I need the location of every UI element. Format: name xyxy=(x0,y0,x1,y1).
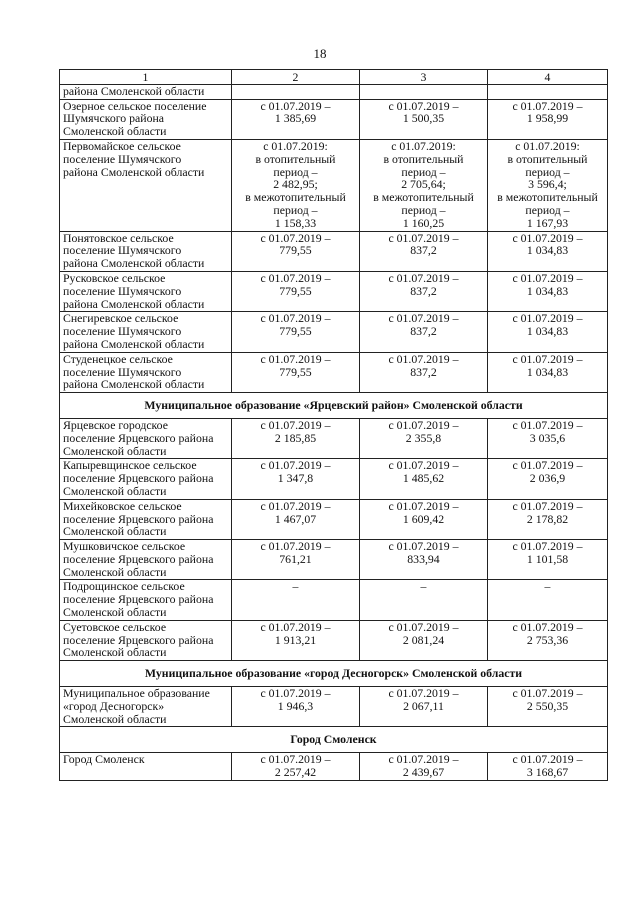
tariff-cell-col4 xyxy=(488,139,608,231)
cell-text-line: «город Десногорск» xyxy=(63,698,165,713)
cell-text-line: с 01.07.2019 – xyxy=(512,98,583,113)
page-number: 18 xyxy=(313,46,327,61)
cell-text-line: в межотопительный xyxy=(497,190,598,205)
cell-text-line: поселение Шумячского xyxy=(63,324,182,339)
municipality-cell xyxy=(60,499,232,539)
municipality-cell xyxy=(60,687,232,727)
cell-text-line: Мушковичское сельское xyxy=(63,539,186,554)
tariff-cell-col4 xyxy=(488,753,608,781)
municipality-cell xyxy=(60,139,232,231)
cell-text-line: 1 946,3 xyxy=(277,698,314,713)
cell-text-line: в отопительный xyxy=(507,151,588,166)
cell-text-line: 1 347,8 xyxy=(277,471,314,486)
table-row xyxy=(60,687,608,727)
cell-text-line: поселение Шумячского xyxy=(63,151,182,166)
cell-text-line: с 01.07.2019 – xyxy=(512,686,583,701)
cell-text-line: 2 550,35 xyxy=(526,698,569,713)
cell-text-line: с 01.07.2019 – xyxy=(388,351,459,366)
municipality-cell xyxy=(60,84,232,99)
cell-text-line: 779,55 xyxy=(279,283,312,298)
cell-text-line: 2 185,85 xyxy=(274,430,317,445)
section-header-row xyxy=(60,393,608,419)
cell-text-line: 1 167,93 xyxy=(526,215,569,230)
cell-text-line: 3 035,6 xyxy=(529,430,566,445)
municipality-cell xyxy=(60,753,232,781)
table-row xyxy=(60,99,608,139)
cell-text-line: 779,55 xyxy=(279,243,312,258)
municipality-cell xyxy=(60,620,232,660)
cell-text-line: Суетовское сельское xyxy=(63,619,167,634)
cell-text-line: 2 081,24 xyxy=(402,632,445,647)
cell-text-line: 1 034,83 xyxy=(526,364,569,379)
cell-text-line: поселение Ярцевского района xyxy=(63,632,214,647)
cell-text-line: 1 958,99 xyxy=(526,111,569,126)
cell-text-line: района Смоленской области xyxy=(63,164,205,179)
cell-text-line: Подрощинское сельское xyxy=(63,579,185,594)
tariff-cell-col2 xyxy=(232,687,360,727)
cell-text-line: с 01.07.2019 – xyxy=(388,230,459,245)
cell-text-line: Город Смоленск xyxy=(63,752,145,767)
header-cell-3: 3 xyxy=(360,70,488,85)
cell-text-line: с 01.07.2019 – xyxy=(388,458,459,473)
cell-text-line: с 01.07.2019 – xyxy=(260,458,331,473)
cell-text-line: с 01.07.2019 – xyxy=(388,270,459,285)
tariff-cell-col4 xyxy=(488,499,608,539)
section-title: Город Смоленск xyxy=(60,727,608,753)
tariff-cell-col4 xyxy=(488,99,608,139)
cell-text-line: 1 034,83 xyxy=(526,283,569,298)
tariff-cell-col3 xyxy=(360,312,488,352)
cell-text-line: с 01.07.2019 – xyxy=(512,539,583,554)
cell-text-line: поселение Ярцевского района xyxy=(63,471,214,486)
cell-text-line: Смоленской области xyxy=(63,645,167,660)
header-cell-1: 1 xyxy=(60,70,232,85)
municipality-cell xyxy=(60,418,232,458)
cell-text-line: период – xyxy=(525,164,570,179)
cell-text-line: района Смоленской области xyxy=(63,296,205,311)
cell-text-line: Смоленской области xyxy=(63,711,167,726)
cell-text-line: 2 178,82 xyxy=(526,511,569,526)
cell-text-line: 2 753,36 xyxy=(526,632,569,647)
section-title: Муниципальное образование «город Десногорск» Смоленской области xyxy=(60,661,608,687)
municipality-cell xyxy=(60,99,232,139)
table-header-row xyxy=(60,70,608,85)
cell-text-line: 837,2 xyxy=(410,283,437,298)
cell-text-line: 837,2 xyxy=(410,324,437,339)
municipality-cell xyxy=(60,312,232,352)
tariff-cell-col3 xyxy=(360,499,488,539)
table-row xyxy=(60,139,608,231)
tariff-cell-col3 xyxy=(360,753,488,781)
cell-text-line: с 01.07.2019 – xyxy=(260,98,331,113)
cell-text-line: 1 160,25 xyxy=(402,215,445,230)
table-row xyxy=(60,418,608,458)
tariff-cell-col4 xyxy=(488,687,608,727)
tariff-table-body xyxy=(60,70,608,781)
cell-text-line: 1 609,42 xyxy=(402,511,445,526)
section-header-row xyxy=(60,727,608,753)
cell-text-line: период – xyxy=(273,202,318,217)
municipality-cell xyxy=(60,231,232,271)
tariff-cell-col3 xyxy=(360,580,488,620)
cell-text-line: Студенецкое сельское xyxy=(63,351,173,366)
cell-text-line: с 01.07.2019 – xyxy=(260,270,331,285)
tariff-cell-col3 xyxy=(360,540,488,580)
cell-text-line: 779,55 xyxy=(279,364,312,379)
cell-text-line: поселение Ярцевского района xyxy=(63,511,214,526)
cell-text-line: 779,55 xyxy=(279,324,312,339)
cell-text-line: поселение Шумячского xyxy=(63,364,182,379)
cell-text-line: Смоленской области xyxy=(63,524,167,539)
table-row xyxy=(60,499,608,539)
municipality-cell xyxy=(60,540,232,580)
cell-text-line: Смоленской области xyxy=(63,483,167,498)
cell-text-line: с 01.07.2019 – xyxy=(260,417,331,432)
cell-text-line: период – xyxy=(273,164,318,179)
cell-text-line: 2 036,9 xyxy=(529,471,566,486)
cell-text-line: 2 705,64; xyxy=(401,177,446,192)
tariff-cell-col2 xyxy=(232,84,360,99)
cell-text-line: 1 158,33 xyxy=(274,215,317,230)
cell-text-line: 1 485,62 xyxy=(402,471,445,486)
cell-text-line: с 01.07.2019 – xyxy=(512,458,583,473)
tariff-table xyxy=(59,69,608,781)
cell-text-line: поселение Ярцевского района xyxy=(63,430,214,445)
cell-text-line: 833,94 xyxy=(407,551,440,566)
table-row xyxy=(60,459,608,499)
cell-text-line: района Смоленской области xyxy=(63,336,205,351)
cell-text-line: Смоленской области xyxy=(63,443,167,458)
tariff-cell-col2 xyxy=(232,580,360,620)
cell-text-line: Снегиревское сельское xyxy=(63,311,179,326)
table-row xyxy=(60,580,608,620)
tariff-cell-col2 xyxy=(232,271,360,311)
tariff-cell-col4 xyxy=(488,271,608,311)
tariff-cell-col2 xyxy=(232,352,360,392)
municipality-cell xyxy=(60,580,232,620)
cell-text-line: с 01.07.2019 – xyxy=(388,311,459,326)
tariff-cell-col3 xyxy=(360,231,488,271)
tariff-cell-col3 xyxy=(360,352,488,392)
tariff-cell-col3 xyxy=(360,418,488,458)
table-row xyxy=(60,84,608,99)
cell-text-line: Капыревщинское сельское xyxy=(63,458,197,473)
cell-text-line: 3 168,67 xyxy=(526,765,569,780)
cell-text-line: Первомайское сельское xyxy=(63,138,181,153)
tariff-cell-col2 xyxy=(232,418,360,458)
cell-text-line: Смоленской области xyxy=(63,124,167,139)
cell-text-line: района Смоленской области xyxy=(63,377,205,392)
cell-text-line: 1 467,07 xyxy=(274,511,317,526)
cell-text-line: с 01.07.2019 – xyxy=(260,539,331,554)
cell-text-line: района Смоленской области xyxy=(63,256,205,271)
tariff-cell-col2 xyxy=(232,540,360,580)
cell-text-line: поселение Ярцевского района xyxy=(63,592,214,607)
cell-text-line: период – xyxy=(401,202,446,217)
tariff-cell-col3 xyxy=(360,459,488,499)
cell-text-line: 1 101,58 xyxy=(526,551,569,566)
cell-text-line: Смоленской области xyxy=(63,564,167,579)
cell-text-line: в межотопительный xyxy=(373,190,474,205)
cell-text-line: с 01.07.2019 – xyxy=(260,752,331,767)
cell-text-line: Озерное сельское поселение xyxy=(63,98,207,113)
cell-text-line: Смоленской области xyxy=(63,605,167,620)
cell-text-line: с 01.07.2019 – xyxy=(260,619,331,634)
cell-text-line: Русковское сельское xyxy=(63,270,166,285)
table-row xyxy=(60,753,608,781)
tariff-cell-col4 xyxy=(488,459,608,499)
tariff-cell-col2 xyxy=(232,459,360,499)
tariff-cell-col3 xyxy=(360,84,488,99)
tariff-cell-col4 xyxy=(488,84,608,99)
cell-text-line: Михейковское сельское xyxy=(63,498,182,513)
tariff-cell-col4 xyxy=(488,231,608,271)
cell-text-line: с 01.07.2019 – xyxy=(388,498,459,513)
tariff-cell-col2 xyxy=(232,139,360,231)
cell-text-line: с 01.07.2019 – xyxy=(388,98,459,113)
cell-text-line: 837,2 xyxy=(410,364,437,379)
cell-text-line: в отопительный xyxy=(383,151,464,166)
cell-text-line: в межотопительный xyxy=(245,190,346,205)
tariff-cell-col4 xyxy=(488,540,608,580)
cell-text-line: 1 385,69 xyxy=(274,111,317,126)
cell-text-line: с 01.07.2019 – xyxy=(512,752,583,767)
header-cell-4: 4 xyxy=(488,70,608,85)
cell-text-line: – xyxy=(292,579,299,594)
cell-text-line: с 01.07.2019 – xyxy=(260,311,331,326)
tariff-cell-col3 xyxy=(360,620,488,660)
tariff-cell-col3 xyxy=(360,271,488,311)
cell-text-line: района Смоленской области xyxy=(63,83,205,98)
cell-text-line: 1 034,83 xyxy=(526,243,569,258)
cell-text-line: период – xyxy=(401,164,446,179)
cell-text-line: 761,21 xyxy=(279,551,312,566)
cell-text-line: с 01.07.2019 – xyxy=(512,619,583,634)
cell-text-line: с 01.07.2019 – xyxy=(512,417,583,432)
cell-text-line: с 01.07.2019 – xyxy=(388,417,459,432)
cell-text-line: Понятовское сельское xyxy=(63,230,174,245)
tariff-cell-col4 xyxy=(488,312,608,352)
tariff-cell-col3 xyxy=(360,139,488,231)
table-row xyxy=(60,540,608,580)
cell-text-line: Ярцевское городское xyxy=(63,417,168,432)
tariff-cell-col4 xyxy=(488,418,608,458)
cell-text-line: 1 500,35 xyxy=(402,111,445,126)
cell-text-line: с 01.07.2019 – xyxy=(260,230,331,245)
cell-text-line: с 01.07.2019 – xyxy=(260,498,331,513)
cell-text-line: 2 355,8 xyxy=(405,430,442,445)
section-header-row xyxy=(60,661,608,687)
cell-text-line: в отопительный xyxy=(255,151,336,166)
header-cell-2: 2 xyxy=(232,70,360,85)
tariff-cell-col4 xyxy=(488,620,608,660)
cell-text-line: 1 034,83 xyxy=(526,324,569,339)
cell-text-line: с 01.07.2019: xyxy=(391,138,456,153)
cell-text-line: с 01.07.2019 – xyxy=(388,539,459,554)
cell-text-line: с 01.07.2019 – xyxy=(512,351,583,366)
cell-text-line: с 01.07.2019: xyxy=(263,138,328,153)
cell-text-line: период – xyxy=(525,202,570,217)
municipality-cell xyxy=(60,271,232,311)
cell-text-line: с 01.07.2019 – xyxy=(512,270,583,285)
tariff-cell-col2 xyxy=(232,753,360,781)
municipality-cell xyxy=(60,459,232,499)
cell-text-line: с 01.07.2019 – xyxy=(388,619,459,634)
cell-text-line: поселение Шумячского xyxy=(63,283,182,298)
cell-text-line: 3 596,4; xyxy=(528,177,567,192)
cell-text-line: – xyxy=(544,579,551,594)
cell-text-line: с 01.07.2019 – xyxy=(260,351,331,366)
cell-text-line: с 01.07.2019 – xyxy=(260,686,331,701)
cell-text-line: Шумячского района xyxy=(63,111,165,126)
cell-text-line: с 01.07.2019 – xyxy=(388,752,459,767)
tariff-cell-col4 xyxy=(488,580,608,620)
cell-text-line: 2 482,95; xyxy=(273,177,318,192)
table-row xyxy=(60,231,608,271)
cell-text-line: поселение Ярцевского района xyxy=(63,551,214,566)
cell-text-line: с 01.07.2019 – xyxy=(388,686,459,701)
table-row xyxy=(60,312,608,352)
cell-text-line: поселение Шумячского xyxy=(63,243,182,258)
tariff-cell-col2 xyxy=(232,499,360,539)
tariff-cell-col2 xyxy=(232,99,360,139)
cell-text-line: Муниципальное образование xyxy=(63,686,210,701)
municipality-cell xyxy=(60,352,232,392)
section-title: Муниципальное образование «Ярцевский район» Смоленской области xyxy=(60,393,608,419)
cell-text-line: 2 067,11 xyxy=(403,698,444,713)
cell-text-line: с 01.07.2019 – xyxy=(512,230,583,245)
cell-text-line: – xyxy=(420,579,427,594)
cell-text-line: 2 257,42 xyxy=(274,765,317,780)
tariff-cell-col2 xyxy=(232,231,360,271)
cell-text-line: с 01.07.2019 – xyxy=(512,498,583,513)
cell-text-line: 1 913,21 xyxy=(274,632,317,647)
tariff-cell-col2 xyxy=(232,312,360,352)
tariff-cell-col3 xyxy=(360,99,488,139)
tariff-cell-col3 xyxy=(360,687,488,727)
cell-text-line: 837,2 xyxy=(410,243,437,258)
table-row xyxy=(60,271,608,311)
table-row xyxy=(60,620,608,660)
cell-text-line: с 01.07.2019: xyxy=(515,138,580,153)
cell-text-line: с 01.07.2019 – xyxy=(512,311,583,326)
tariff-cell-col4 xyxy=(488,352,608,392)
cell-text-line: 2 439,67 xyxy=(402,765,445,780)
tariff-cell-col2 xyxy=(232,620,360,660)
table-row xyxy=(60,352,608,392)
